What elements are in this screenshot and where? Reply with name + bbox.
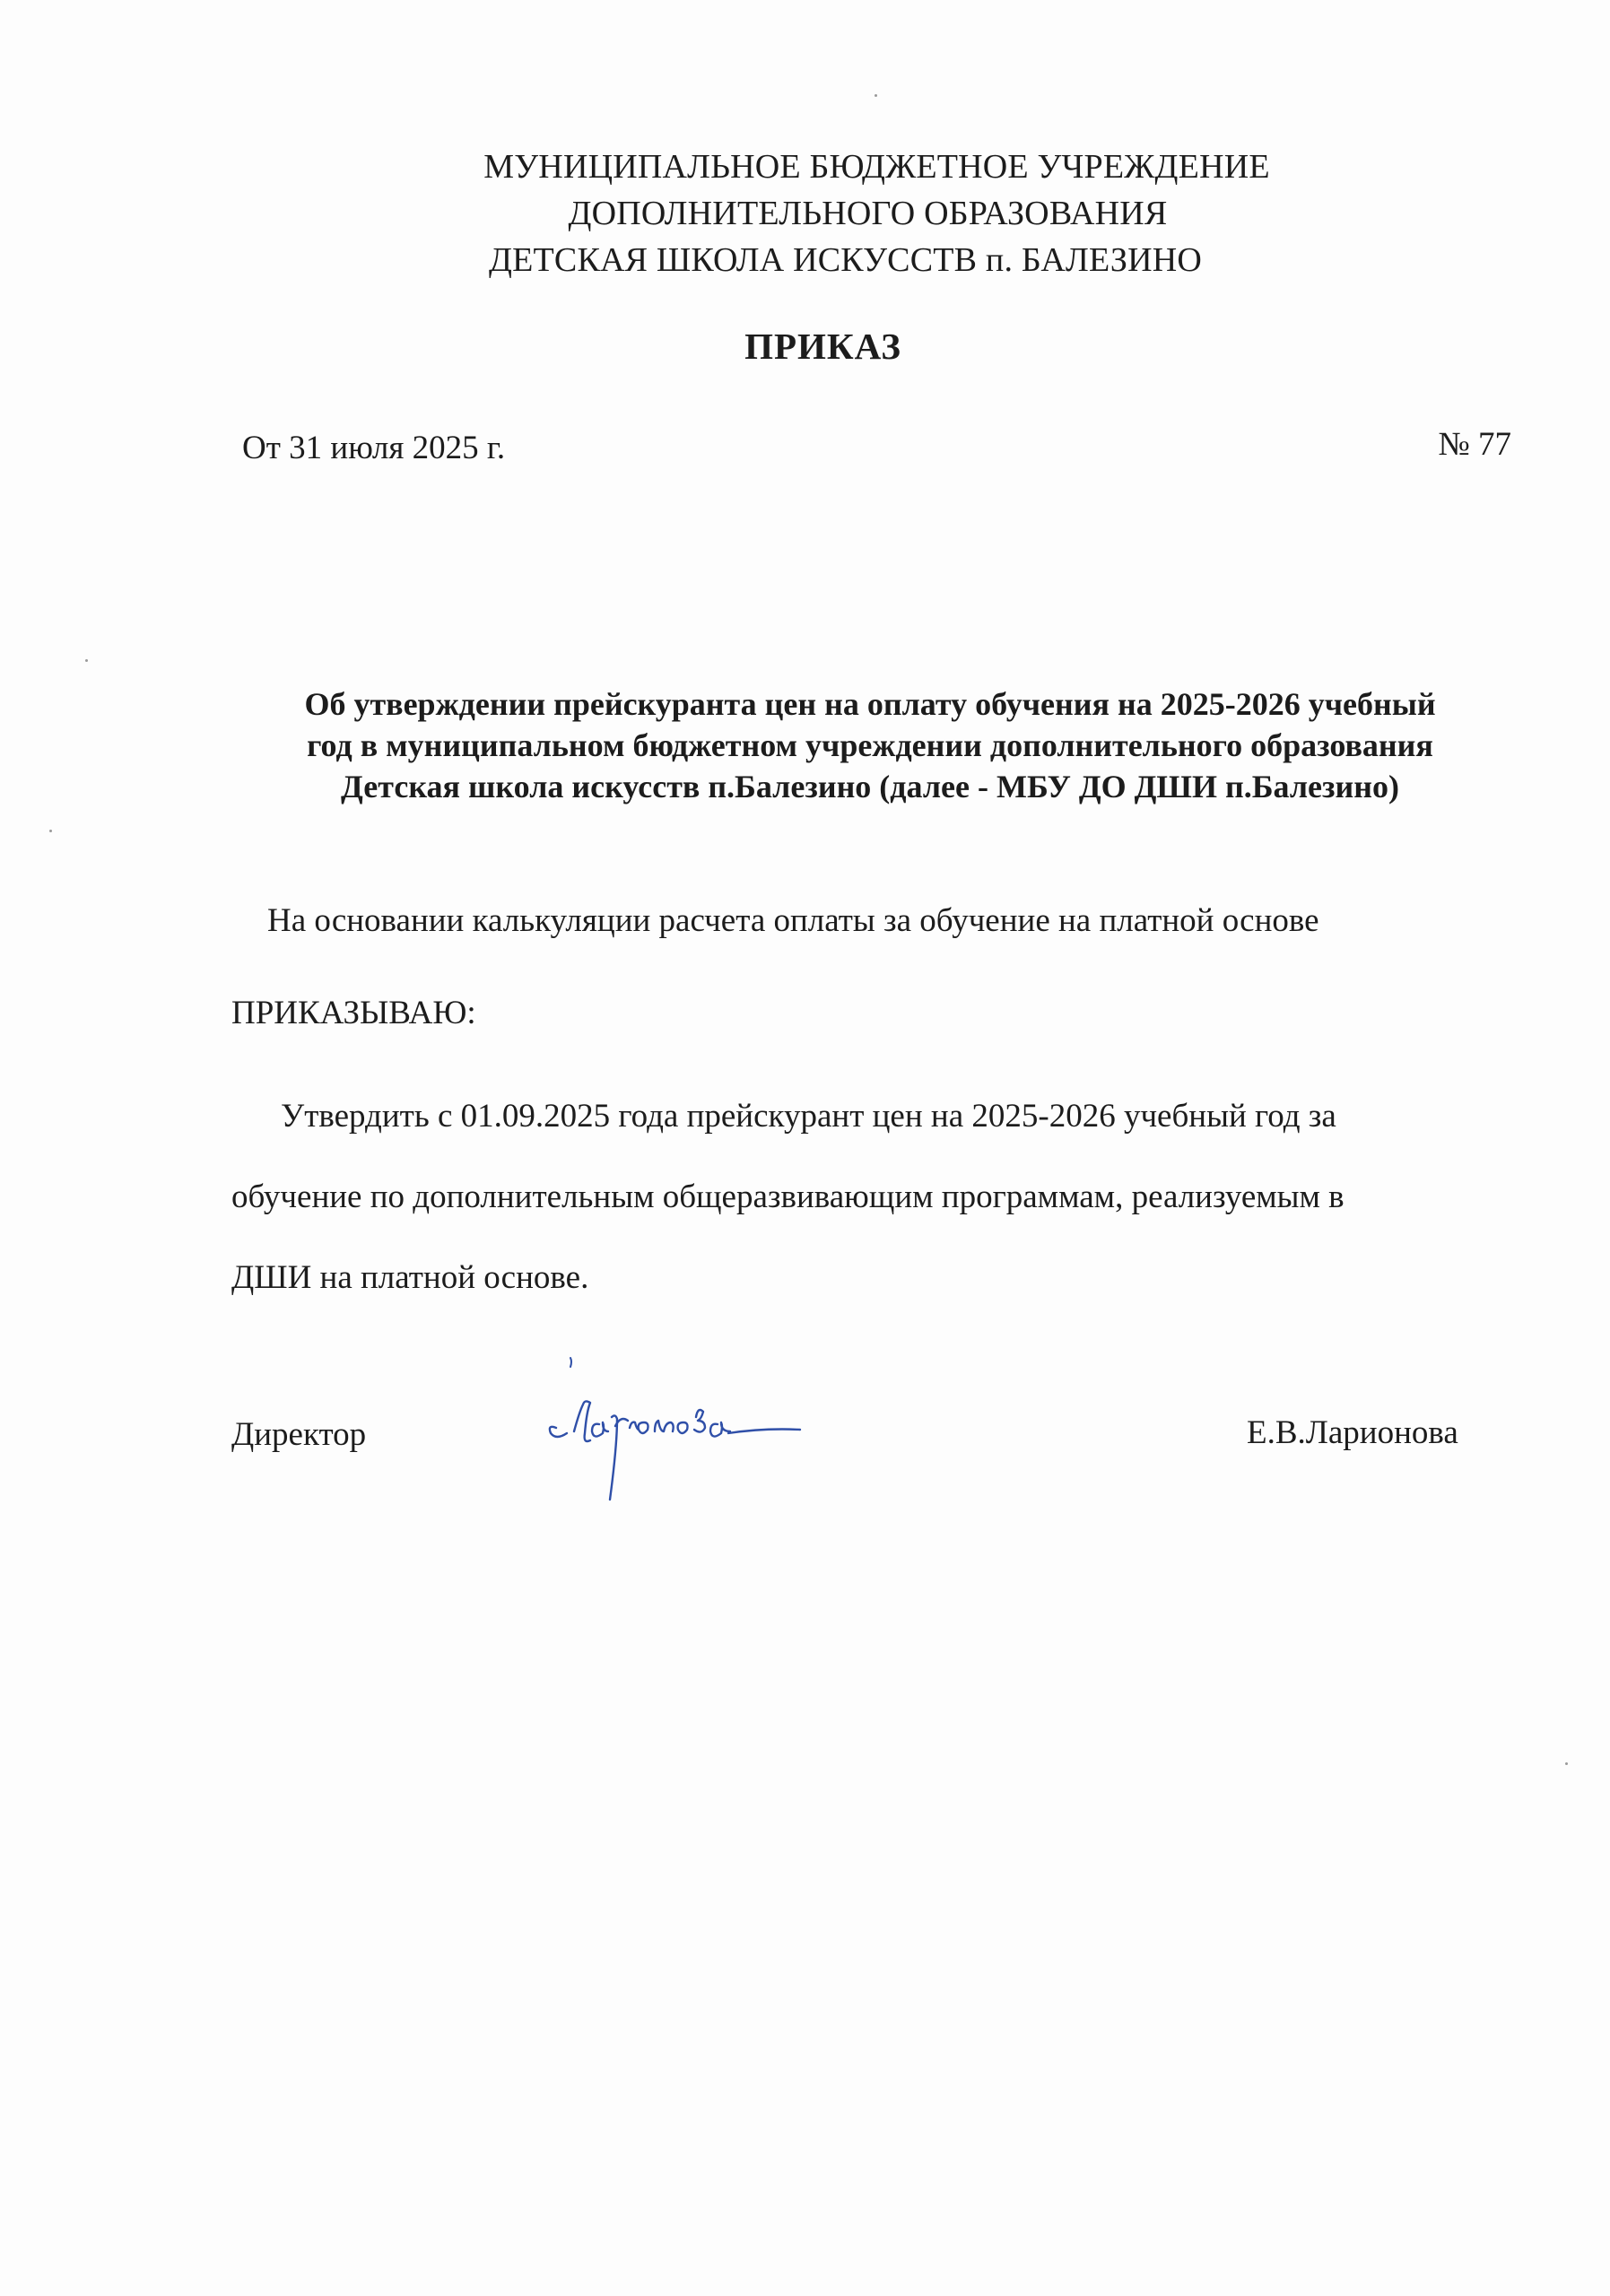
order-subject xyxy=(220,683,1520,807)
director-name: Е.В.Ларионова xyxy=(1247,1414,1458,1451)
scan-speck xyxy=(875,94,877,97)
header-line-3: ДЕТСКАЯ ШКОЛА ИСКУССТВ п. БАЛЕЗИНО xyxy=(488,241,1203,279)
scan-speck xyxy=(85,659,88,662)
subject-line-3: Детская школа искусств п.Балезино (далее - МБУ ДО ДШИ п.Балезино) xyxy=(341,769,1399,804)
institution-header xyxy=(0,144,1610,283)
scan-speck xyxy=(1565,1762,1568,1765)
scan-speck xyxy=(49,830,52,832)
body-line-1: Утвердить с 01.09.2025 года прейскурант цен на 2025-2026 учебный год за xyxy=(281,1098,1336,1135)
handwritten-signature xyxy=(538,1345,861,1525)
header-line-1: МУНИЦИПАЛЬНОЕ БЮДЖЕТНОЕ УЧРЕЖДЕНИЕ xyxy=(483,148,1270,186)
header-line-2: ДОПОЛНИТЕЛЬНОГО ОБРАЗОВАНИЯ xyxy=(568,195,1168,232)
body-line-3: ДШИ на платной основе. xyxy=(231,1259,589,1296)
order-title: ПРИКАЗ xyxy=(744,326,901,367)
decree-word: ПРИКАЗЫВАЮ: xyxy=(231,995,476,1031)
order-date: От 31 июля 2025 г. xyxy=(242,430,506,466)
basis-paragraph: На основании калькуляции расчета оплаты за обучение на платной основе xyxy=(267,902,1319,939)
subject-line-1: Об утверждении прейскуранта цен на оплату обучения на 2025-2026 учебный xyxy=(304,686,1436,722)
order-body xyxy=(231,1076,1541,1318)
subject-line-2: год в муниципальном бюджетном учреждении дополнительного образования xyxy=(307,727,1433,763)
director-title: Директор xyxy=(231,1416,367,1453)
order-number: № 77 xyxy=(1438,426,1511,463)
body-line-2: обучение по дополнительным общеразвивающим программам, реализуемым в xyxy=(231,1178,1345,1215)
